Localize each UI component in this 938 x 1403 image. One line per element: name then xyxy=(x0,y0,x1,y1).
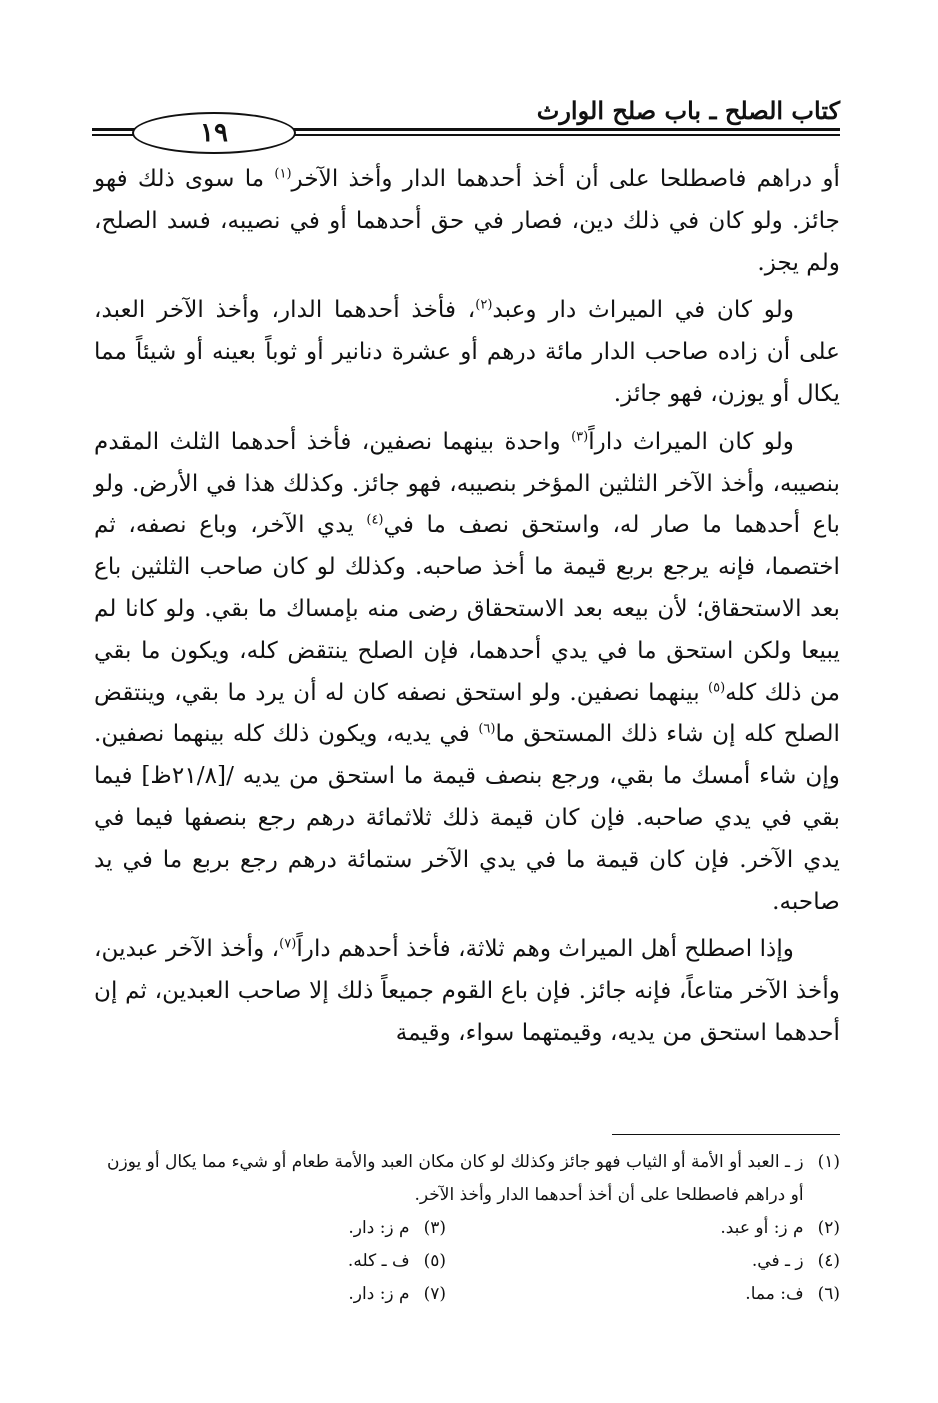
footnote-ref-5: (٥) xyxy=(708,679,726,695)
text-run: ولو كان الميراث داراً xyxy=(588,427,794,455)
footnote-ref-7: (٧) xyxy=(279,936,297,952)
footnote-number: (٥) xyxy=(423,1251,446,1271)
footnote-4 xyxy=(446,1245,840,1278)
footnote-ref-4: (٤) xyxy=(366,512,384,528)
footnote-2 xyxy=(446,1212,840,1245)
page-header xyxy=(92,92,840,148)
footnotes xyxy=(94,1146,840,1311)
footnote-number: (٦) xyxy=(817,1284,840,1304)
footnote-ref-6: (٦) xyxy=(478,721,496,737)
footnote-text: ف: مما. xyxy=(745,1284,804,1304)
footnote-text: ز ـ في. xyxy=(751,1251,804,1271)
text-run: واحدة بينهما نصفين، فأخذ أحدهما الثلث المقدم بنصيبه، وأخذ الآخر الثلثين المؤخر بنصيبه، فهو جائز. وكذلك هذا في الأرض. ولو باع أحدهما ما صار له، واستحق نصف ما في xyxy=(94,427,840,539)
text-run: ولو كان في الميراث دار وعبد xyxy=(492,296,795,324)
footnote-text: ف ـ كله. xyxy=(347,1251,410,1271)
main-text xyxy=(94,158,840,1060)
footnote-ref-3: (٣) xyxy=(571,429,589,445)
text-run: يدي الآخر، وباع نصفه، ثم اختصما، فإنه يرجع بربع قيمة ما أخذ صاحبه. وكذلك لو كان صاحب الثلثين باع بعد الاستحقاق؛ لأن بيعه بعد الاستحقاق رضى منه بإمساك ما بقي. ولو كانا لم يبيعا ولكن استحق ما في يدي أحدهما، فإن الصلح ينتقض كله، ويكون ما بقي من ذلك كله xyxy=(94,511,840,706)
footnote-text: م ز: دار. xyxy=(348,1218,410,1238)
footnote-ref-1: (١) xyxy=(274,166,292,182)
footnote-number: (٤) xyxy=(817,1251,840,1271)
footnote-5 xyxy=(94,1245,446,1278)
text-run: في يديه، ويكون ذلك كله بينهما نصفين. وإن شاء أمسك ما بقي، ورجع بنصف قيمة ما استحق من يديه /[٢١/٨ظ] فيما بقي في يدي صاحبه. فإن كان قيمة ذلك ثلاثمائة درهم رجع بنصفها فيما في يدي الآخر. فإن كان قيمة ما في يدي الآخر ستمائة درهم رجع بربع ما في يد صاحبه. xyxy=(94,720,840,915)
paragraph-2 xyxy=(94,289,840,414)
paragraph-1 xyxy=(94,158,840,283)
footnote-7 xyxy=(94,1278,446,1311)
footnote-6 xyxy=(446,1278,840,1311)
footnote-text: م ز: أو عبد. xyxy=(720,1218,804,1238)
footnote-separator xyxy=(612,1134,840,1135)
paragraph-4 xyxy=(94,928,840,1053)
text-run: بينهما نصفين. ولو استحق نصفه كان له أن يرد ما بقي، وينتقض الصلح كله إن شاء ذلك المستحق ما xyxy=(94,678,840,748)
footnote-1 xyxy=(94,1146,840,1212)
text-run: ، وأخذ الآخر عبدين، وأخذ الآخر متاعاً، فإنه جائز. فإن باع القوم جميعاً ذلك إلا صاحب العبدين، ثم إن أحدهما استحق من يديه، وقيمتهما سواء، وقيمة xyxy=(94,935,840,1046)
text-run: ما سوى ذلك فهو جائز. ولو كان في ذلك دين، فصار في حق أحدهما أو في نصيبه، فسد الصلح، ولم يجز. xyxy=(94,165,840,276)
page-number-oval xyxy=(132,112,296,154)
running-title: كتاب الصلح ـ باب صلح الوارث xyxy=(536,96,840,125)
footnote-number: (٢) xyxy=(817,1218,840,1238)
page-number: ١٩ xyxy=(200,118,228,148)
footnote-text: م ز: دار. xyxy=(348,1284,410,1304)
paragraph-3 xyxy=(94,421,840,923)
footnote-number: (٣) xyxy=(423,1218,446,1238)
text-run: وإذا اصطلح أهل الميراث وهم ثلاثة، فأخذ أحدهم داراً xyxy=(296,935,794,963)
text-run: ، فأخذ أحدهما الدار، وأخذ الآخر العبد، على أن زاده صاحب الدار مائة درهم أو عشرة دنانير أو ثوباً بعينه أو شيئاً مما يكال أو يوزن، فهو جائز. xyxy=(94,296,840,407)
footnote-number: (١) xyxy=(817,1152,840,1172)
footnote-ref-2: (٢) xyxy=(475,297,493,313)
text-run: أو دراهم فاصطلحا على أن أخذ أحدهما الدار وأخذ الآخر xyxy=(291,165,840,192)
footnote-text: ز ـ العبد أو الأمة أو الثياب فهو جائز وكذلك لو كان مكان العبد والأمة طعام أو شيء مما يكال أو يوزن أو دراهم فاصطلحا على أن أخذ أحدهما الدار وأخذ الآخر. xyxy=(107,1152,804,1205)
footnote-grid xyxy=(94,1212,840,1311)
footnote-3 xyxy=(94,1212,446,1245)
footnote-number: (٧) xyxy=(423,1284,446,1304)
